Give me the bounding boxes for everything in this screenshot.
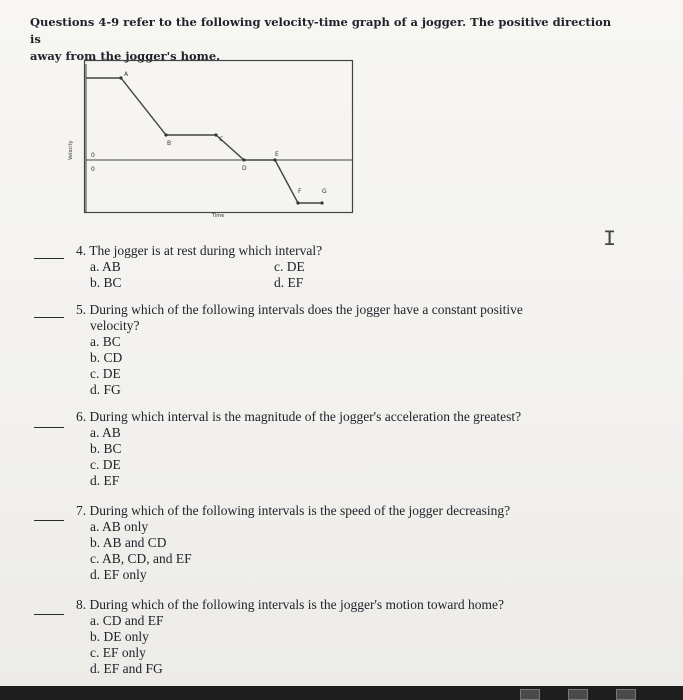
question-4-option-d: d. EF	[274, 275, 304, 290]
question-8	[76, 597, 596, 677]
curve-point-d	[242, 158, 245, 161]
point-label-e: E	[275, 151, 279, 158]
question-4-option-c: c. DE	[274, 259, 305, 274]
instructions-line-1: Questions 4-9 refer to the following velocity-time graph of a jogger. The positive direction is	[30, 15, 612, 46]
origin-label-top: 0	[91, 152, 95, 159]
question-5-option-a: a. BC	[90, 334, 121, 349]
question-7-option-a: a. AB only	[90, 519, 149, 534]
question-5	[76, 302, 596, 398]
question-6-option-b: b. BC	[90, 441, 122, 456]
point-label-f: F	[298, 188, 302, 195]
instructions-header	[30, 14, 620, 65]
question-4	[76, 243, 496, 293]
question-5-stem-line-1: 5. During which of the following intervals does the jogger have a constant positive	[76, 302, 523, 317]
question-6-stem: 6. During which interval is the magnitude of the jogger's acceleration the greatest?	[76, 409, 522, 424]
point-label-g: G	[322, 188, 327, 195]
question-5-option-d: d. FG	[90, 382, 121, 397]
window-icon[interactable]	[616, 689, 636, 700]
text-cursor-icon: I	[603, 227, 617, 252]
question-6	[76, 409, 596, 489]
velocity-curve	[86, 78, 322, 203]
origin-label-bottom: 0	[91, 166, 95, 173]
curve-point-a	[119, 76, 122, 79]
curve-point-c	[214, 133, 217, 136]
answer-blank-q4[interactable]	[34, 258, 64, 259]
question-8-option-d: d. EF and FG	[90, 661, 163, 676]
keyboard-icon[interactable]	[520, 689, 540, 700]
x-axis-label: Time	[212, 213, 225, 219]
answer-blank-q5[interactable]	[34, 317, 64, 318]
question-7	[76, 503, 596, 583]
curve-point-g	[320, 201, 323, 204]
question-5-option-b: b. CD	[90, 350, 123, 365]
question-8-option-b: b. DE only	[90, 629, 149, 644]
instructions-line-2: away from the jogger's home.	[30, 49, 221, 63]
question-8-option-a: a. CD and EF	[90, 613, 164, 628]
answer-blank-q7[interactable]	[34, 520, 64, 521]
question-7-option-d: d. EF only	[90, 567, 147, 582]
point-label-b: B	[167, 140, 172, 147]
question-4-stem: 4. The jogger is at rest during which interval?	[76, 243, 323, 258]
question-7-stem: 7. During which of the following intervals is the speed of the jogger decreasing?	[76, 503, 511, 518]
curve-point-e	[273, 158, 276, 161]
y-axis-label: Velocity	[68, 140, 74, 160]
answer-blank-q6[interactable]	[34, 427, 64, 428]
question-5-option-c: c. DE	[90, 366, 121, 381]
menu-icon[interactable]	[568, 689, 588, 700]
question-8-stem: 8. During which of the following intervals is the jogger's motion toward home?	[76, 597, 504, 612]
curve-point-f	[296, 201, 299, 204]
point-label-a: A	[124, 71, 129, 78]
point-label-d: D	[242, 165, 247, 172]
question-7-option-c: c. AB, CD, and EF	[90, 551, 192, 566]
question-8-option-c: c. EF only	[90, 645, 146, 660]
question-6-option-d: d. EF	[90, 473, 120, 488]
question-6-option-c: c. DE	[90, 457, 121, 472]
question-7-option-b: b. AB and CD	[90, 535, 167, 550]
question-4-option-a: a. AB	[90, 259, 121, 274]
curve-point-b	[164, 133, 167, 136]
point-label-c: C	[219, 136, 224, 143]
question-5-stem-line-2: velocity?	[90, 318, 140, 333]
question-4-option-b: b. BC	[90, 275, 122, 290]
question-6-option-a: a. AB	[90, 425, 121, 440]
answer-blank-q8[interactable]	[34, 614, 64, 615]
velocity-time-graph	[68, 60, 354, 219]
